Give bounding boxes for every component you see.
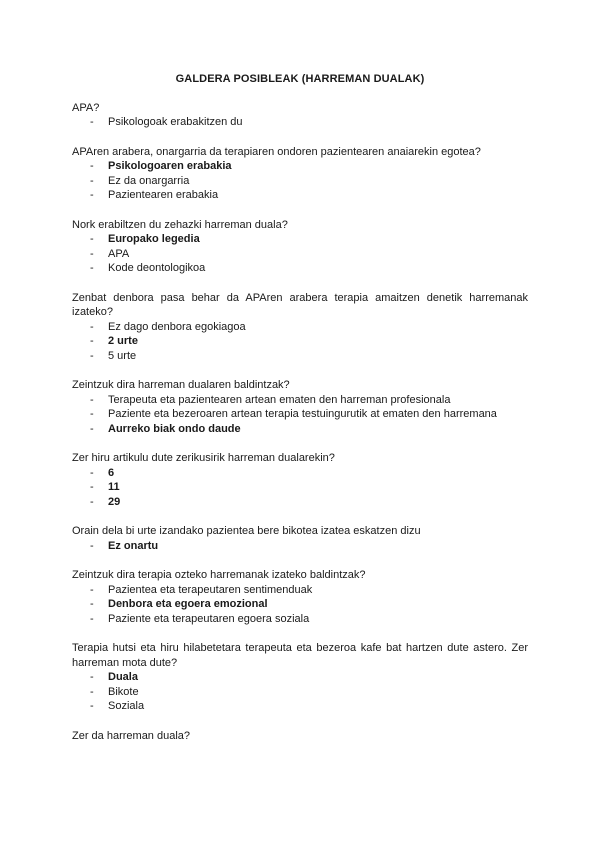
list-bullet: -	[90, 349, 94, 362]
answer-list	[72, 393, 528, 437]
list-bullet: -	[90, 247, 94, 260]
answer-text: Soziala	[108, 700, 145, 712]
answer-text: APA	[108, 247, 130, 260]
answer-list	[72, 320, 528, 364]
question-text: Zeintzuk dira harreman dualaren baldintzak?	[72, 379, 290, 391]
answer-item-correct	[72, 159, 528, 174]
answer-list	[72, 670, 528, 714]
answer-text: Ez dago denbora egokiagoa	[108, 320, 246, 333]
answer-item	[72, 261, 528, 276]
answer-list	[72, 159, 528, 203]
list-bullet: -	[90, 393, 94, 406]
question-text: Zenbat denbora pasa behar da APAren arabera terapia amaitzen denetik harremanak izateko?	[72, 291, 528, 318]
answer-list	[72, 232, 528, 276]
answer-item	[72, 320, 528, 335]
answer-text: 2 urte	[108, 335, 138, 347]
answer-item-correct	[72, 539, 528, 554]
list-bullet: -	[90, 598, 94, 610]
list-bullet: -	[90, 116, 94, 128]
list-bullet: -	[90, 233, 94, 245]
list-bullet: -	[90, 612, 94, 625]
question-text: Nork erabiltzen du zehazki harreman duala?	[72, 218, 288, 231]
answer-text: Denbora eta egoera emozional	[108, 598, 268, 610]
list-bullet: -	[90, 495, 94, 508]
answer-text: Paziente eta terapeutaren egoera soziala	[108, 612, 310, 625]
answer-text: Terapeuta eta pazientearen artean ematen den harreman profesionala	[108, 393, 451, 406]
answer-item	[72, 115, 528, 130]
answer-item-correct	[72, 232, 528, 247]
answer-item-correct	[72, 466, 528, 481]
list-bullet: -	[90, 408, 94, 420]
answer-item-correct	[72, 670, 528, 685]
question-text: Zeintzuk dira terapia ozteko harremanak izateko baldintzak?	[72, 569, 366, 581]
answer-text: Duala	[108, 671, 138, 683]
list-bullet: -	[90, 262, 94, 274]
list-bullet: -	[90, 189, 94, 201]
answer-item	[72, 407, 528, 422]
document-page	[72, 72, 528, 758]
question-text: Orain dela bi urte izandako pazientea bere bikotea izatea eskatzen dizu	[72, 525, 421, 537]
answer-text: 6	[108, 466, 115, 479]
list-bullet: -	[90, 320, 94, 333]
document-title: GALDERA POSIBLEAK (HARREMAN DUALAK)	[175, 73, 425, 85]
answer-item	[72, 174, 528, 189]
list-bullet: -	[90, 685, 94, 698]
answer-item	[72, 699, 528, 714]
list-bullet: -	[90, 671, 94, 683]
question-text: Zer hiru artikulu dute zerikusirik harreman dualarekin?	[72, 452, 335, 464]
answer-item	[72, 612, 528, 627]
answer-item	[72, 188, 528, 203]
answer-item-correct	[72, 495, 528, 510]
answer-text: Paziente eta bezeroaren artean terapia testuingurutik at ematen den harremana	[108, 408, 497, 420]
answer-text: Pazientea eta terapeutaren sentimenduak	[108, 583, 313, 596]
answer-list	[72, 539, 528, 554]
answer-text: Psikologoaren erabakia	[108, 160, 232, 172]
answer-item	[72, 349, 528, 364]
answer-text: Ez onartu	[108, 539, 159, 552]
list-bullet: -	[90, 335, 94, 347]
answer-text: Bikote	[108, 685, 139, 698]
question-list	[72, 101, 528, 744]
list-bullet: -	[90, 583, 94, 596]
answer-text: Psikologoak erabakitzen du	[108, 116, 243, 128]
answer-text: Pazientearen erabakia	[108, 189, 219, 201]
list-bullet: -	[90, 466, 94, 479]
answer-item-correct	[72, 480, 528, 495]
answer-item-correct	[72, 334, 528, 349]
answer-text: Europako legedia	[108, 233, 200, 245]
answer-list	[72, 115, 528, 130]
answer-text: 11	[108, 481, 120, 493]
question-text: Zer da harreman duala?	[72, 729, 191, 742]
answer-text: 5 urte	[108, 349, 137, 362]
list-bullet: -	[90, 539, 94, 552]
answer-item-correct	[72, 597, 528, 612]
answer-item-correct	[72, 422, 528, 437]
answer-item	[72, 685, 528, 700]
answer-item	[72, 393, 528, 408]
question-text: Terapia hutsi eta hiru hilabetetara terapeuta eta bezeroa kafe bat hartzen dute astero. Zer harreman mota dute?	[72, 642, 528, 669]
list-bullet: -	[90, 700, 94, 712]
answer-text: Aurreko biak ondo daude	[108, 422, 241, 435]
answer-item	[72, 247, 528, 262]
answer-text: Ez da onargarria	[108, 174, 190, 187]
list-bullet: -	[90, 481, 94, 493]
question-text: APA?	[72, 101, 100, 114]
answer-list	[72, 466, 528, 510]
list-bullet: -	[90, 422, 94, 435]
answer-text: 29	[108, 495, 121, 508]
question-text: APAren arabera, onargarria da terapiaren ondoren pazientearen anaiarekin egotea?	[72, 145, 481, 158]
answer-text: Kode deontologikoa	[108, 262, 206, 274]
answer-list	[72, 583, 528, 627]
answer-item	[72, 583, 528, 598]
list-bullet: -	[90, 160, 94, 172]
list-bullet: -	[90, 174, 94, 187]
